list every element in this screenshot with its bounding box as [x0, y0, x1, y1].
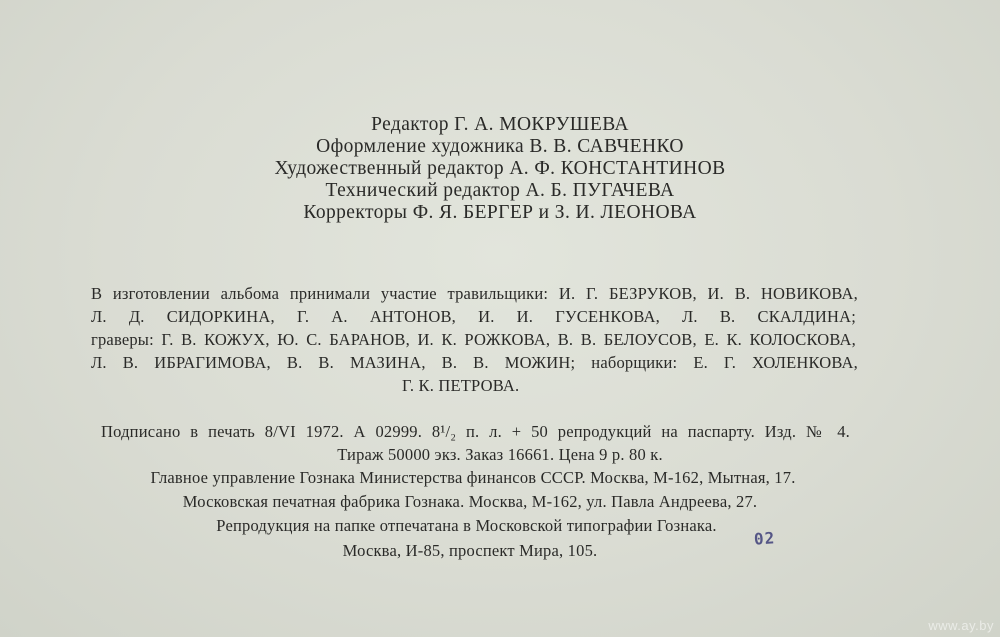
- participants-line: Г. К. ПЕТРОВА.: [402, 376, 520, 395]
- credit-tech-editor: Технический редактор А. Б. ПУГАЧЕВА: [325, 180, 675, 201]
- imprint-line: Московская печатная фабрика Гознака. Москва, М-162, ул. Павла Андреева, 27.: [182, 492, 758, 511]
- ink-stamp: 02: [753, 528, 776, 549]
- imprint-line: Репродукция на папке отпечатана в Московской типографии Гознака.: [216, 516, 717, 535]
- participants-line: Л. В. ИБРАГИМОВА, В. В. МАЗИНА, В. В. МОЖИН; наборщики: Е. Г. ХОЛЕНКОВА,: [91, 353, 858, 372]
- credit-editor: Редактор Г. А. МОКРУШЕВА: [371, 114, 629, 135]
- credit-art-editor: Художественный редактор А. Ф. КОНСТАНТИНОВ: [274, 158, 726, 179]
- watermark: www.ay.by: [928, 618, 994, 633]
- credit-correctors: Корректоры Ф. Я. БЕРГЕР и З. И. ЛЕОНОВА: [303, 202, 697, 223]
- imprint-line: Главное управление Гознака Министерства финансов СССР. Москва, М-162, Мытная, 17.: [150, 468, 796, 487]
- imprint-line: Тираж 50000 экз. Заказ 16661. Цена 9 р. 80 к.: [337, 445, 663, 464]
- imprint-line: Подписано в печать 8/VI 1972. А 02999. 8¹/₂ п. л. + 50 репродукций на паспарту. Изд. № 4.: [101, 422, 850, 441]
- participants-line: Л. Д. СИДОРКИНА, Г. А. АНТОНОВ, И. И. ГУСЕНКОВА, Л. В. СКАЛДИНА;: [91, 307, 856, 326]
- participants-line: граверы: Г. В. КОЖУХ, Ю. С. БАРАНОВ, И. К. РОЖКОВА, В. В. БЕЛОУСОВ, Е. К. КОЛОСКОВА,: [91, 330, 856, 349]
- participants-line: В изготовлении альбома принимали участие травильщики: И. Г. БЕЗРУКОВ, И. В. НОВИКОВА,: [91, 284, 858, 303]
- imprint-line: Москва, И-85, проспект Мира, 105.: [342, 541, 598, 560]
- credit-design: Оформление художника В. В. САВЧЕНКО: [316, 136, 684, 157]
